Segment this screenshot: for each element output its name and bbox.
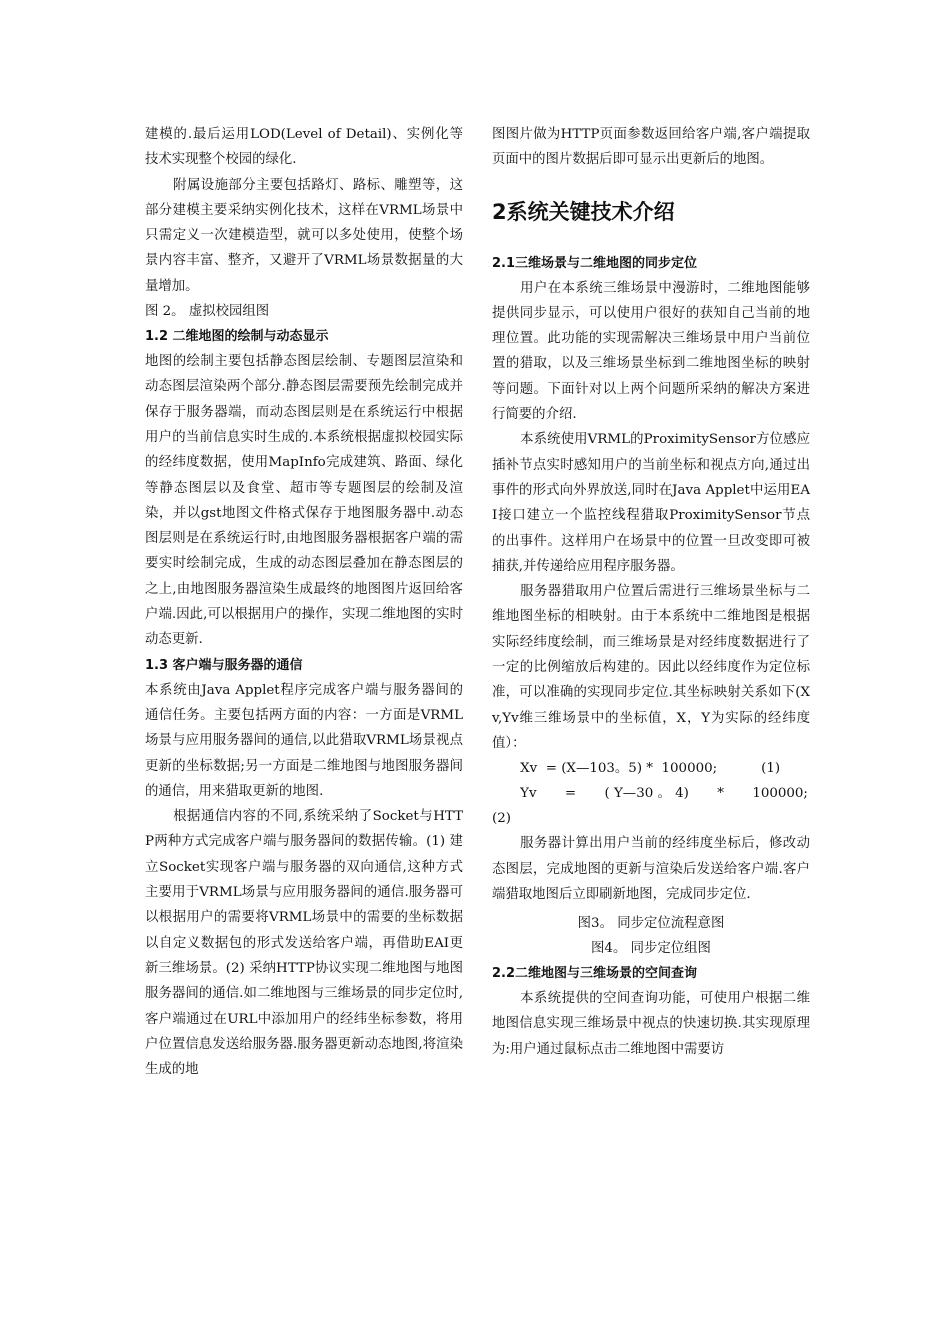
figure-2-caption: 图 2。 虚拟校园组图 (145, 304, 270, 320)
paragraph-spatial-query: 本系统提供的空间查询功能，可使用户根据二维地图信息实现三维场景中视点的快速切换.其实现原理为:用户通过鼠标点击二维地图中需要访 (492, 991, 810, 1057)
section-1-3-heading: 1.3 客户端与服务器的通信 (145, 657, 303, 673)
paragraph-greening: 建模的.最后运用LOD(Level of Detail)、实例化等技术实现整个校园的绿化. (145, 127, 463, 168)
equation-1-body: Xv = (X—103。5) * 100000; (520, 761, 718, 777)
paragraph-map-return: 图图片做为HTTP页面参数返回给客户端,客户端提取页面中的图片数据后即可显示出更新后的地图。 (492, 127, 810, 168)
paragraph-sync-intro: 用户在本系统三维场景中漫游时，二维地图能够提供同步显示，可以使用户很好的获知自己当前的地理位置。此功能的实现需解决三维场景中用户当前位置的猎取，以及三维场景坐标到二维地图坐标的映射等问题。下面针对以上两个问题所采纳的解决方案进行简要的介绍. (492, 280, 810, 423)
equation-1 (492, 756, 810, 781)
equation-2-number: (2) (492, 811, 511, 827)
paragraph-server-update: 服务器计算出用户当前的经纬度坐标后，修改动态图层，完成地图的更新与渲染后发送给客户端.客户端猎取地图后立即刷新地图，完成同步定位. (492, 836, 810, 902)
equation-2-equals: = (564, 786, 577, 802)
section-1-2-heading: 1.2 二维地图的绘制与动态显示 (145, 329, 329, 345)
left-column (145, 122, 463, 1082)
equation-2-yv: Yv (520, 786, 537, 802)
equation-2 (492, 781, 810, 806)
section-2-heading: 2系统关键技术介绍 (492, 199, 675, 224)
figure-3-caption: 图3。 同步定位流程意图 (577, 916, 725, 932)
paragraph-coordinate-mapping: 服务器猎取用户位置后需进行三维场景坐标与二维地图坐标的相映射。由于本系统中二维地图是根据实际经纬度绘制，而三维场景是对经纬度数据进行了一定的比例缩放后构建的。因此以经纬度作为定位标准，可以准确的实现同步定位.其坐标映射关系如下(Xv,Yv维三维场景中的坐标值，X，Y为实际的经纬度值）： (492, 584, 810, 751)
figure-4-caption: 图4。 同步定位组图 (591, 941, 711, 957)
right-column (492, 122, 810, 1062)
section-2-2-heading: 2.2二维地图与三维场景的空间查询 (492, 966, 698, 982)
equation-1-number: (1) (761, 761, 781, 777)
paragraph-communication: 本系统由Java Applet程序完成客户端与服务器间的通信任务。主要包括两方面的内容：一方面是VRML场景与应用服务器间的通信,以此猎取VRML场景视点更新的坐标数据;另一方面是二维地图与地图服务器间的通信，用来猎取更新的地图. (145, 682, 463, 799)
equation-2-times: * (717, 786, 724, 802)
section-2-1-heading: 2.1三维场景与二维地图的同步定位 (492, 255, 698, 271)
equation-2-term: ( Y—30 。 4) (604, 786, 689, 802)
equation-2-number-line (492, 806, 810, 831)
paragraph-facilities: 附属设施部分主要包括路灯、路标、雕塑等，这部分建模主要采纳实例化技术，这样在VRML场景中只需定义一次建模造型，就可以多处使用，使整个场景内容丰富、整齐，又避开了VRML场景数据量的大量增加。 (145, 177, 463, 294)
paragraph-map-drawing: 地图的绘制主要包括静态图层绘制、专题图层渲染和动态图层渲染两个部分.静态图层需要预先绘制完成并保存于服务器端，而动态图层则是在系统运行中根据用户的当前信息实时生成的.本系统根据虚拟校园实际的经纬度数据，使用MapInfo完成建筑、路面、绿化等静态图层以及食堂、超市等专题图层的绘制及渲染，并以gst地图文件格式保存于地图服务器中.动态图层则是在系统运行时,由地图服务器根据客户端的需要实时绘制完成，生成的动态图层叠加在静态图层的之上,由地图服务器渲染生成最终的地图图片返回给客户端.因此,可以根据用户的操作，实现二维地图的实时动态更新. (145, 354, 463, 648)
paragraph-proximity-sensor: 本系统使用VRML的ProximitySensor方位感应插补节点实时感知用户的当前坐标和视点方向,通过出事件的形式向外界放送,同时在Java Applet中运用EAI接口建立一个监控线程猎取ProximitySensor节点的出事件。这样用户在场景中的位置一旦改变即可被捕获,并传递给应用程序服务器。 (492, 432, 810, 574)
paragraph-socket-http: 根据通信内容的不同,系统采纳了Socket与HTTP两种方式完成客户端与服务器间的数据传输。(1) 建立Socket实现客户端与服务器的双向通信,这种方式主要用于VRML场景与应用服务器间的通信.服务器可以根据用户的需要将VRML场景中的需要的坐标数据以自定义数据包的形式发送给客户端，再借助EAI更新三维场景。(2) 采纳HTTP协议实现二维地图与地图服务器间的通信.如二维地图与三维场景的同步定位时,客户端通过在URL中添加用户的经纬坐标参数，将用户位置信息发送给服务器.服务器更新动态地图,将渲染生成的地 (145, 809, 463, 1078)
equation-2-factor: 100000; (752, 786, 808, 802)
